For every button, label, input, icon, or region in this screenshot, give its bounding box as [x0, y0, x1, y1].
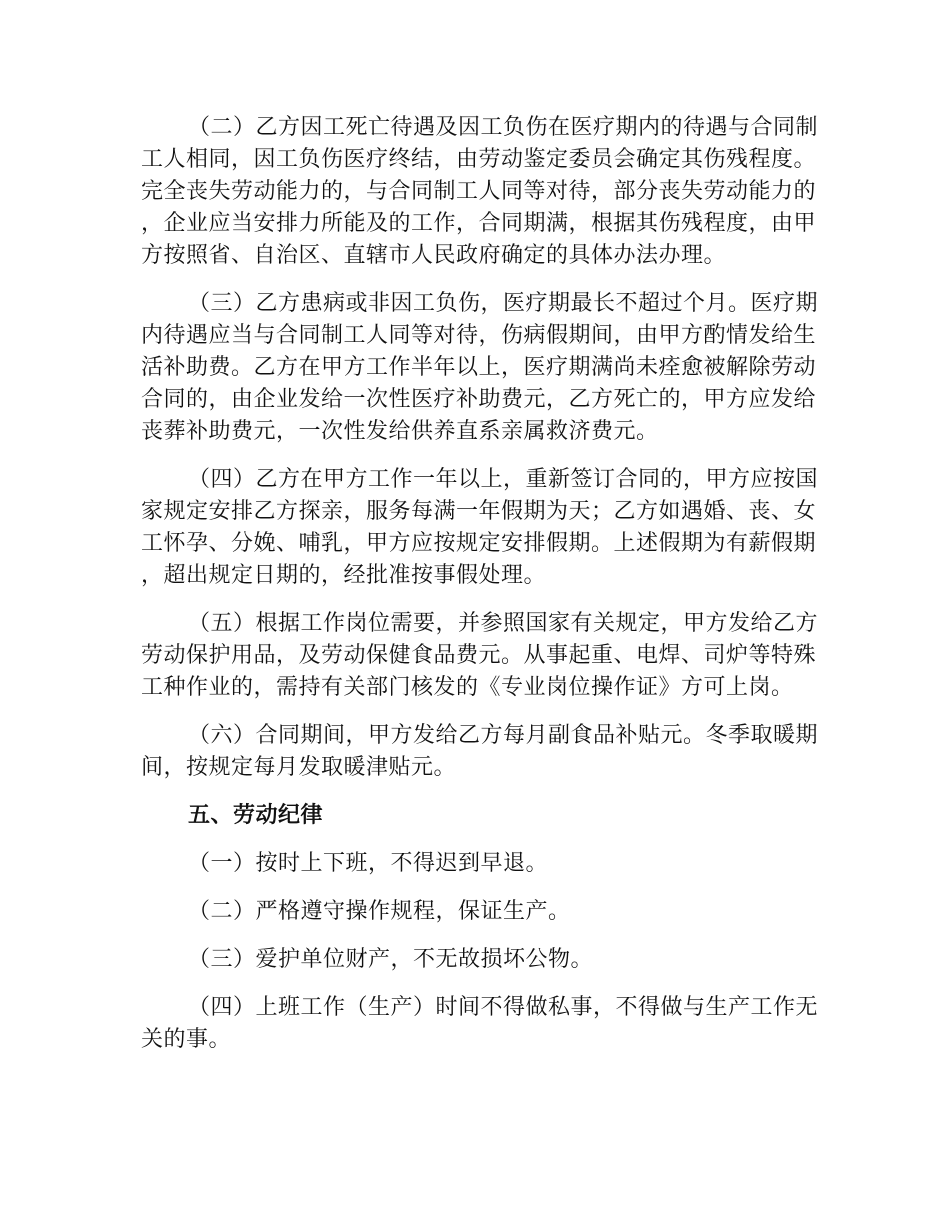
- discipline-item: （三）爱护单位财产，不无故损坏公物。: [188, 947, 594, 972]
- paragraph-sickness-treatment: （三）乙方患病或非因工负伤，医疗期最长不超过个月。医疗期内待遇应当与合同制工人同等对待，伤病假期间，由甲方酌情发给生活补助费。乙方在甲方工作半年以上，医疗期满尚未痊愈被解除劳动合同的，由企业发给一次性医疗补助费元，乙方死亡的，甲方应发给丧葬补助费元，一次性发给供养直系亲属救济费元。: [141, 291, 819, 444]
- discipline-item: （一）按时上下班，不得迟到早退。: [188, 851, 549, 876]
- paragraph-home-leave: （四）乙方在甲方工作一年以上，重新签订合同的，甲方应按国家规定安排乙方探亲，服务每满一年假期为天；乙方如遇婚、丧、女工怀孕、分娩、哺乳，甲方应按规定安排假期。上述假期为有薪假期，超出规定日期的，经批准按事假处理。: [141, 467, 819, 588]
- paragraph-labor-protection: （五）根据工作岗位需要，并参照国家有关规定，甲方发给乙方劳动保护用品，及劳动保健食品费元。从事起重、电焊、司炉等特殊工种作业的，需持有关部门核发的《专业岗位操作证》方可上岗。: [141, 611, 819, 700]
- paragraph-subsidies: （六）合同期间，甲方发给乙方每月副食品补贴元。冬季取暖期间，按规定每月发取暖津贴元。: [141, 723, 819, 780]
- document-body: [141, 112, 831, 1072]
- discipline-item: （二）严格遵守操作规程，保证生产。: [188, 899, 571, 924]
- paragraph-injury-treatment: （二）乙方因工死亡待遇及因工负伤在医疗期内的待遇与合同制工人相同，因工负伤医疗终结，由劳动鉴定委员会确定其伤残程度。完全丧失劳动能力的，与合同制工人同等对待，部分丧失劳动能力的，企业应当安排力所能及的工作，合同期满，根据其伤残程度，由甲方按照省、自治区、直辖市人民政府确定的具体办法办理。: [141, 115, 819, 268]
- section-heading-labor-discipline: 五、劳动纪律: [188, 803, 324, 828]
- discipline-item: （四）上班工作（生产）时间不得做私事，不得做与生产工作无关的事。: [141, 995, 819, 1052]
